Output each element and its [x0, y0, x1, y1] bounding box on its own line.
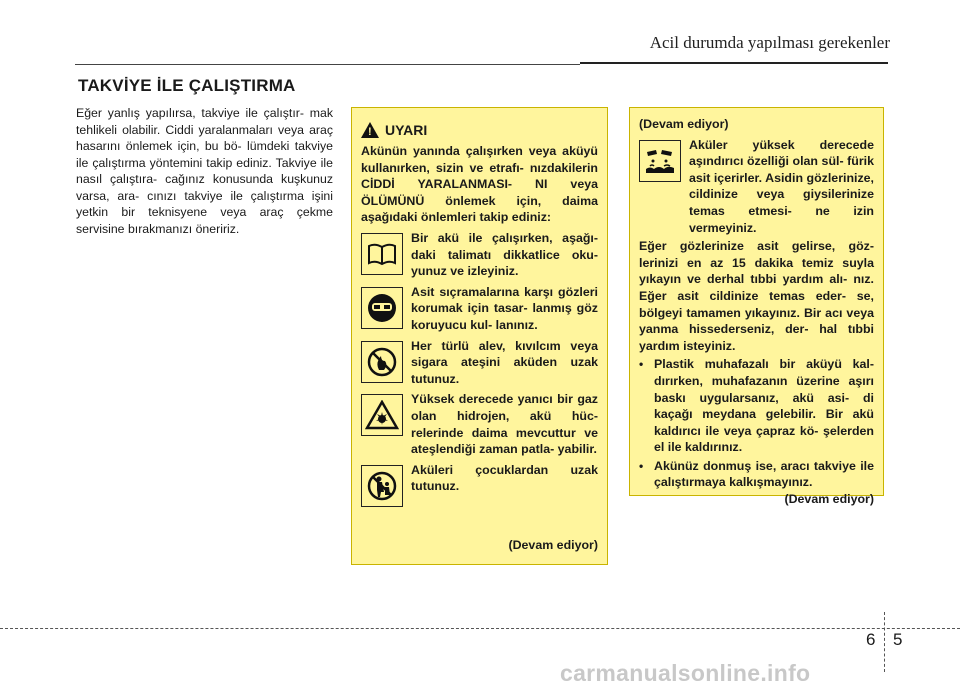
corrosive-acid-icon: [639, 140, 681, 182]
warning-item: [361, 284, 598, 334]
warning-triangle-icon: !: [361, 122, 379, 138]
warning-item-text: Asit sıçramalarına karşı gözleri korumak için tasar- lanmış göz koruyucu kul- lanınız.: [411, 284, 598, 332]
continued-label: (Devam ediyor): [784, 492, 874, 507]
intro-paragraph: Eğer yanlış yapılırsa, takviye ile çalıştır- mak tehlikeli olabilir. Ciddi yaralanmaları veya araç hasarını önlemek için, bu bö- lümdeki takviye ile çalıştırma yöntemini takip ediniz. Takviye ile nasıl çalıştıra- cağınız konusunda kuşkunuz varsa, ara- cınızı takviye ile çalıştırma işini yetkin bir teknisyene veya araç çekme servisine bırakmanızı öneririz.: [76, 106, 333, 236]
warning-item: [361, 338, 598, 388]
footer-vertical-dashed-line: [884, 612, 885, 672]
section-rule: [75, 64, 580, 65]
bullet-item: [639, 458, 874, 491]
warning-item-text: Bir akü ile çalışırken, aşağı- daki talimatı dikkatlice oku- yunuz ve izleyiniz.: [411, 230, 598, 279]
continued-label: (Devam ediyor): [508, 538, 598, 552]
watermark: carmanualsonline.info: [560, 660, 811, 686]
bullet-dot: •: [639, 458, 644, 473]
bullet-text: Akünüz donmuş ise, aracı takviye ile çalıştırmaya kalkışmayınız.: [654, 458, 874, 490]
bullet-text: Plastik muhafazalı bir aküyü kal- dırırken, muhafazanın üzerine aşırı baskı uygularsanız, akü asi- di kaçağı meydana gelebilir. Bir akü kaldırıcı ile veya çapraz kö- şelerden el ile kaldırınız.: [654, 357, 874, 455]
warning-item-text: Her türlü alev, kıvılcım veya sigara ateşini aküden uzak tutunuz.: [411, 338, 598, 386]
warning-lead: Akünün yanında çalışırken veya aküyü kullanırken, sizin ve etrafı- nızdakilerin CİDDİ YARALANMASI- NI veya ÖLÜMÜNÜ önlemek için, daima aşağıdaki önlemleri takip ediniz:: [361, 144, 598, 225]
no-flame-icon: [361, 341, 403, 383]
warning-header: [361, 122, 598, 138]
acid-text: Aküler yüksek derecede aşındırıcı özelliği olan sül- fürik asit içerirler. Asidin gözlerinize, cildinize veya giysilerinize temas etmesi- ne izin vermeyiniz.: [689, 137, 874, 235]
warning-title: UYARI: [385, 122, 428, 138]
continued-box: [629, 107, 884, 507]
warning-item: [361, 391, 598, 457]
chapter-number: 6: [866, 630, 876, 649]
header-rule: [580, 62, 888, 64]
warning-item-text: Yüksek derecede yanıcı bir gaz olan hidrojen, akü hüc- relerinde daima mevcuttur ve ateşlendiği zaman patla- yabilir.: [411, 392, 598, 457]
continued-heading: (Devam ediyor): [639, 117, 729, 131]
keep-children-away-icon: [361, 465, 403, 507]
page-number: 5: [893, 630, 903, 649]
warning-item-text: Aküleri çocuklardan uzak tutunuz.: [411, 462, 598, 494]
warning-box: [351, 107, 608, 565]
acid-first-aid-paragraph: Eğer gözlerinize asit gelirse, göz- lerinizi en az 15 dakika temiz suyla yıkayın ve derhal tıbbi yardım alı- nız. Eğer asit cildinize temas eder- se, bölgeyi tamamen yıkayınız. Bir acı veya yanma hissederseniz, der- hal tıbbi yardım isteyiniz.: [639, 239, 874, 353]
bullet-dot: •: [639, 357, 644, 372]
acid-warning: [639, 137, 874, 237]
header-title: Acil durumda yapılması gerekenler: [649, 33, 890, 52]
bullet-item: [639, 356, 874, 456]
eye-protection-icon: [361, 287, 403, 329]
section-title: TAKVİYE İLE ÇALIŞTIRMA: [78, 76, 296, 95]
explosive-gas-icon: [361, 394, 403, 436]
manual-book-icon: [361, 233, 403, 275]
warning-item: [361, 462, 598, 507]
footer-dashed-line: [0, 628, 960, 629]
warning-item: [361, 230, 598, 280]
